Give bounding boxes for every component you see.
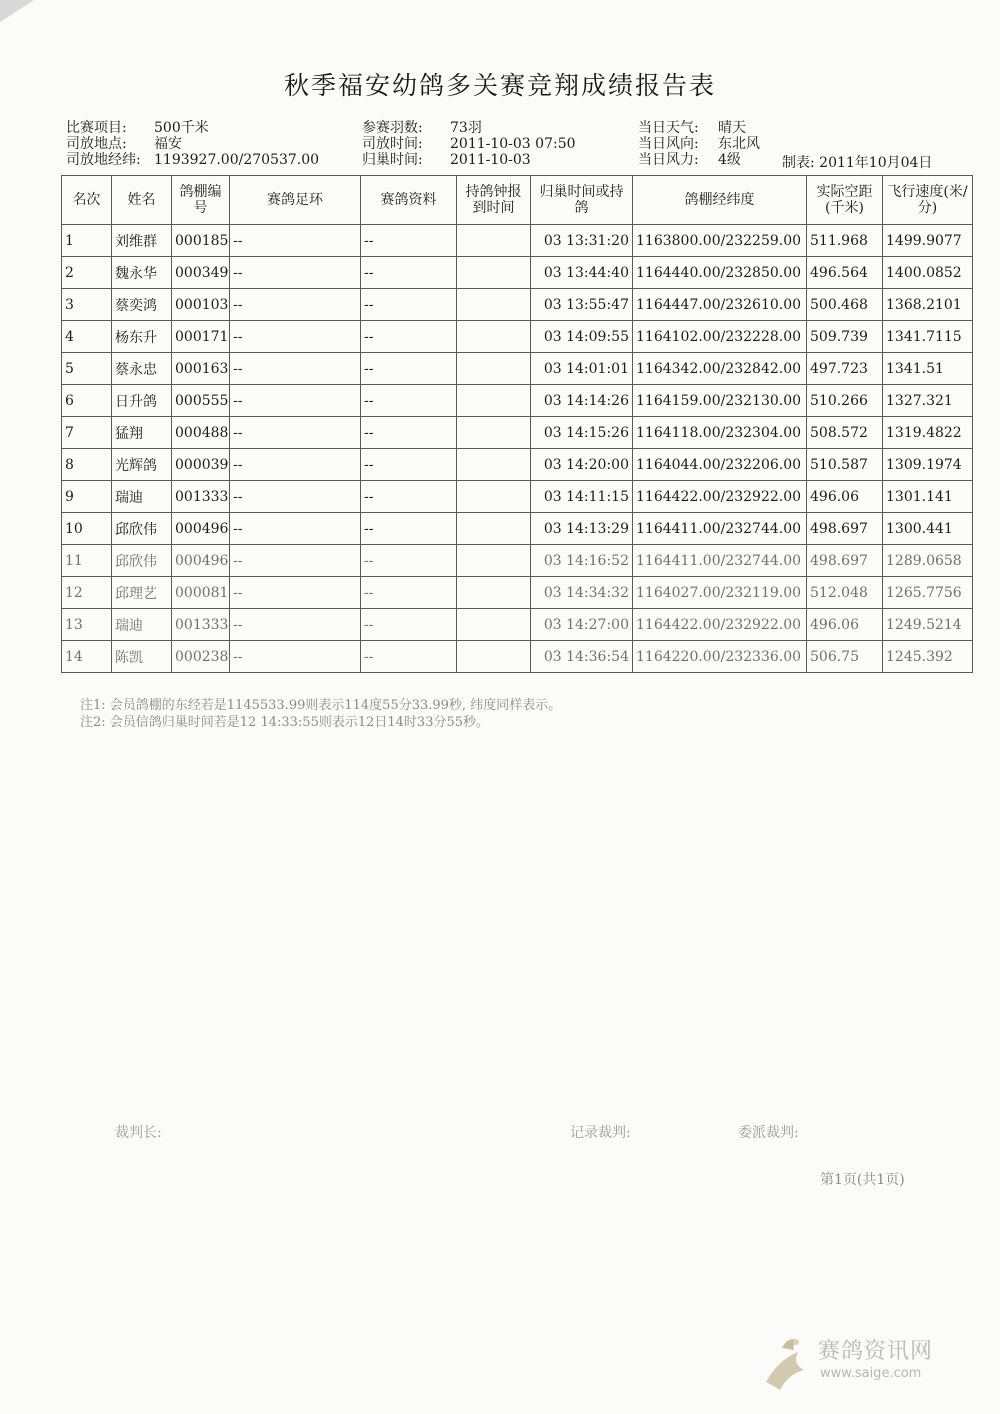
clock-time-cell [457, 641, 531, 673]
table-row [62, 321, 973, 353]
ring-cell: -- [230, 641, 361, 673]
info-label: 归巢时间: [362, 152, 423, 168]
distance-cell: 498.697 [807, 545, 883, 577]
info-label: 当日风力: [638, 152, 699, 168]
distance-cell: 508.572 [807, 417, 883, 449]
clock-time-cell [457, 225, 531, 257]
distance-cell: 496.564 [807, 257, 883, 289]
distance-cell: 500.468 [807, 289, 883, 321]
speed-cell: 1245.392 [883, 641, 973, 673]
pigeon-info-cell: -- [361, 641, 457, 673]
distance-cell: 497.723 [807, 353, 883, 385]
clock-time-cell [457, 289, 531, 321]
pigeon-info-cell: -- [361, 289, 457, 321]
info-row-return-date [362, 152, 576, 168]
speed-cell: 1341.7115 [883, 321, 973, 353]
table-row [62, 449, 973, 481]
info-column-left [66, 120, 319, 168]
arrival-cell: 03 14:09:55 [531, 321, 633, 353]
coords-cell: 1164159.00/232130.00 [633, 385, 807, 417]
speed-cell: 1341.51 [883, 353, 973, 385]
coords-cell: 1164447.00/232610.00 [633, 289, 807, 321]
info-row-release-time [362, 136, 576, 152]
name-cell: 邱欣伟 [112, 513, 172, 545]
ring-cell: -- [230, 417, 361, 449]
footnote: 注2: 会员信鸽归巢时间若是12 14:33:55则表示12日14时33分55秒。 [80, 715, 490, 730]
arrival-cell: 03 14:15:26 [531, 417, 633, 449]
speed-cell: 1327.321 [883, 385, 973, 417]
table-row [62, 417, 973, 449]
header-clock-time: 持鸽钟报到时间 [457, 176, 531, 225]
distance-cell: 496.06 [807, 609, 883, 641]
name-cell: 蔡奕鸿 [112, 289, 172, 321]
header-speed: 飞行速度(米/分) [883, 176, 973, 225]
pigeon-info-cell: -- [361, 385, 457, 417]
watermark-text: 赛鸽资讯网 [818, 1339, 934, 1364]
header-coords: 鸽棚经纬度 [633, 176, 807, 225]
info-value: 晴天 [718, 120, 746, 136]
info-row-event [66, 120, 319, 136]
loft-cell: 000496 [172, 513, 230, 545]
info-row-wind-force [638, 152, 760, 168]
coords-cell: 1164044.00/232206.00 [633, 449, 807, 481]
clock-time-cell [457, 577, 531, 609]
info-value: 福安 [154, 136, 182, 152]
info-row-wind-direction [638, 136, 760, 152]
ring-cell: -- [230, 353, 361, 385]
table-row [62, 257, 973, 289]
name-cell: 杨东升 [112, 321, 172, 353]
coords-cell: 1164102.00/232228.00 [633, 321, 807, 353]
pigeon-info-cell: -- [361, 449, 457, 481]
table-row [62, 353, 973, 385]
name-cell: 魏永华 [112, 257, 172, 289]
info-label: 当日风向: [638, 136, 699, 152]
arrival-cell: 03 13:44:40 [531, 257, 633, 289]
pigeon-info-cell: -- [361, 577, 457, 609]
distance-cell: 509.739 [807, 321, 883, 353]
name-cell: 邱欣伟 [112, 545, 172, 577]
coords-cell: 1164118.00/232304.00 [633, 417, 807, 449]
speed-cell: 1400.0852 [883, 257, 973, 289]
ring-cell: -- [230, 257, 361, 289]
table-row [62, 513, 973, 545]
ring-cell: -- [230, 609, 361, 641]
arrival-cell: 03 14:11:15 [531, 481, 633, 513]
rank-cell: 3 [62, 289, 112, 321]
rank-cell: 4 [62, 321, 112, 353]
speed-cell: 1499.9077 [883, 225, 973, 257]
pigeon-info-cell: -- [361, 545, 457, 577]
info-label: 司放地经纬: [66, 152, 141, 168]
distance-cell: 506.75 [807, 641, 883, 673]
clock-time-cell [457, 321, 531, 353]
rank-cell: 2 [62, 257, 112, 289]
rank-cell: 5 [62, 353, 112, 385]
distance-cell: 510.587 [807, 449, 883, 481]
distance-cell: 510.266 [807, 385, 883, 417]
coords-cell: 1164440.00/232850.00 [633, 257, 807, 289]
header-pigeon-info: 赛鸽资料 [361, 176, 457, 225]
watermark-url: www.saige.com [820, 1366, 922, 1381]
table-row [62, 641, 973, 673]
loft-cell: 000039 [172, 449, 230, 481]
loft-cell: 000171 [172, 321, 230, 353]
report-title: 秋季福安幼鸽多关赛竞翔成绩报告表 [283, 71, 716, 100]
name-cell: 光辉鸽 [112, 449, 172, 481]
ring-cell: -- [230, 577, 361, 609]
table-row [62, 385, 973, 417]
loft-cell: 001333 [172, 481, 230, 513]
name-cell: 蔡永忠 [112, 353, 172, 385]
clock-time-cell [457, 353, 531, 385]
header-arrival: 归巢时间或持鸽 [531, 176, 633, 225]
site-watermark [758, 1330, 978, 1400]
distance-cell: 498.697 [807, 513, 883, 545]
pigeon-info-cell: -- [361, 513, 457, 545]
clock-time-cell [457, 449, 531, 481]
ring-cell: -- [230, 545, 361, 577]
ring-cell: -- [230, 225, 361, 257]
info-value: 73羽 [450, 120, 482, 136]
results-table [61, 175, 973, 673]
table-row [62, 577, 973, 609]
rank-cell: 13 [62, 609, 112, 641]
ring-cell: -- [230, 321, 361, 353]
info-label: 参赛羽数: [362, 120, 423, 136]
arrival-cell: 03 14:13:29 [531, 513, 633, 545]
info-row-entries [362, 120, 576, 136]
ring-cell: -- [230, 289, 361, 321]
info-value: 4级 [718, 152, 741, 168]
info-value: 500千米 [154, 120, 209, 136]
table-row [62, 225, 973, 257]
info-row-release-coords [66, 152, 319, 168]
info-label: 比赛项目: [66, 120, 127, 136]
arrival-cell: 03 14:16:52 [531, 545, 633, 577]
table-row [62, 481, 973, 513]
rank-cell: 12 [62, 577, 112, 609]
info-column-right [638, 120, 760, 168]
speed-cell: 1300.441 [883, 513, 973, 545]
rank-cell: 8 [62, 449, 112, 481]
pigeon-info-cell: -- [361, 257, 457, 289]
info-value: 2011-10-03 07:50 [450, 136, 576, 152]
clock-time-cell [457, 545, 531, 577]
info-label: 司放地点: [66, 136, 127, 152]
footnote: 注1: 会员鸽棚的东经若是1145533.99则表示114度55分33.99秒, 纬度同样表示。 [80, 698, 562, 713]
info-label: 司放时间: [362, 136, 423, 152]
clock-time-cell [457, 257, 531, 289]
header-name: 姓名 [112, 176, 172, 225]
arrival-cell: 03 14:14:26 [531, 385, 633, 417]
pigeon-info-cell: -- [361, 225, 457, 257]
distance-cell: 496.06 [807, 481, 883, 513]
speed-cell: 1319.4822 [883, 417, 973, 449]
loft-cell: 000238 [172, 641, 230, 673]
coords-cell: 1164411.00/232744.00 [633, 545, 807, 577]
rank-cell: 6 [62, 385, 112, 417]
name-cell: 邱理艺 [112, 577, 172, 609]
arrival-cell: 03 13:31:20 [531, 225, 633, 257]
signature-record-referee: 记录裁判: [570, 1125, 631, 1141]
clock-time-cell [457, 385, 531, 417]
loft-cell: 000555 [172, 385, 230, 417]
pigeon-info-cell: -- [361, 417, 457, 449]
clock-time-cell [457, 417, 531, 449]
info-value: 2011-10-03 [450, 152, 531, 168]
table-row [62, 289, 973, 321]
arrival-cell: 03 13:55:47 [531, 289, 633, 321]
name-cell: 瑞迪 [112, 481, 172, 513]
info-row-release-site [66, 136, 319, 152]
loft-cell: 000103 [172, 289, 230, 321]
header-distance: 实际空距(千米) [807, 176, 883, 225]
name-cell: 猛翔 [112, 417, 172, 449]
name-cell: 刘维群 [112, 225, 172, 257]
pigeon-info-cell: -- [361, 321, 457, 353]
distance-cell: 512.048 [807, 577, 883, 609]
coords-cell: 1164411.00/232744.00 [633, 513, 807, 545]
clock-time-cell [457, 481, 531, 513]
clock-time-cell [457, 609, 531, 641]
arrival-cell: 03 14:36:54 [531, 641, 633, 673]
coords-cell: 1163800.00/232259.00 [633, 225, 807, 257]
coords-cell: 1164220.00/232336.00 [633, 641, 807, 673]
rank-cell: 1 [62, 225, 112, 257]
coords-cell: 1164422.00/232922.00 [633, 609, 807, 641]
loft-cell: 000488 [172, 417, 230, 449]
ring-cell: -- [230, 385, 361, 417]
page-number: 第1页(共1页) [820, 1172, 905, 1188]
header-rank: 名次 [62, 176, 112, 225]
speed-cell: 1249.5214 [883, 609, 973, 641]
header-loft: 鸽棚编号 [172, 176, 230, 225]
pigeon-info-cell: -- [361, 353, 457, 385]
info-value: 东北风 [718, 136, 760, 152]
loft-cell: 000185 [172, 225, 230, 257]
arrival-cell: 03 14:27:00 [531, 609, 633, 641]
rank-cell: 9 [62, 481, 112, 513]
speed-cell: 1301.141 [883, 481, 973, 513]
name-cell: 陈凯 [112, 641, 172, 673]
coords-cell: 1164027.00/232119.00 [633, 577, 807, 609]
info-row-weather [638, 120, 760, 136]
table-header-row [62, 176, 973, 225]
speed-cell: 1289.0658 [883, 545, 973, 577]
ring-cell: -- [230, 481, 361, 513]
name-cell: 日升鸽 [112, 385, 172, 417]
pigeon-info-cell: -- [361, 609, 457, 641]
rank-cell: 10 [62, 513, 112, 545]
pigeon-info-cell: -- [361, 481, 457, 513]
coords-cell: 1164422.00/232922.00 [633, 481, 807, 513]
info-value: 1193927.00/270537.00 [154, 152, 320, 168]
arrival-cell: 03 14:20:00 [531, 449, 633, 481]
info-label: 当日天气: [638, 120, 699, 136]
distance-cell: 511.968 [807, 225, 883, 257]
name-cell: 瑞迪 [112, 609, 172, 641]
arrival-cell: 03 14:34:32 [531, 577, 633, 609]
ring-cell: -- [230, 513, 361, 545]
rank-cell: 14 [62, 641, 112, 673]
clock-time-cell [457, 513, 531, 545]
signature-chief-referee: 裁判长: [115, 1125, 162, 1141]
pigeon-logo-icon [758, 1330, 818, 1400]
signature-appointed-referee: 委派裁判: [738, 1125, 799, 1141]
arrival-cell: 03 14:01:01 [531, 353, 633, 385]
header-ring: 赛鸽足环 [230, 176, 361, 225]
report-date: 制表: 2011年10月04日 [782, 155, 933, 171]
ring-cell: -- [230, 449, 361, 481]
coords-cell: 1164342.00/232842.00 [633, 353, 807, 385]
table-row [62, 545, 973, 577]
table-row [62, 609, 973, 641]
speed-cell: 1368.2101 [883, 289, 973, 321]
rank-cell: 7 [62, 417, 112, 449]
loft-cell: 000081 [172, 577, 230, 609]
page-fold-mark [0, 0, 40, 30]
loft-cell: 000496 [172, 545, 230, 577]
speed-cell: 1309.1974 [883, 449, 973, 481]
rank-cell: 11 [62, 545, 112, 577]
loft-cell: 001333 [172, 609, 230, 641]
loft-cell: 000349 [172, 257, 230, 289]
speed-cell: 1265.7756 [883, 577, 973, 609]
info-column-middle [362, 120, 576, 168]
loft-cell: 000163 [172, 353, 230, 385]
